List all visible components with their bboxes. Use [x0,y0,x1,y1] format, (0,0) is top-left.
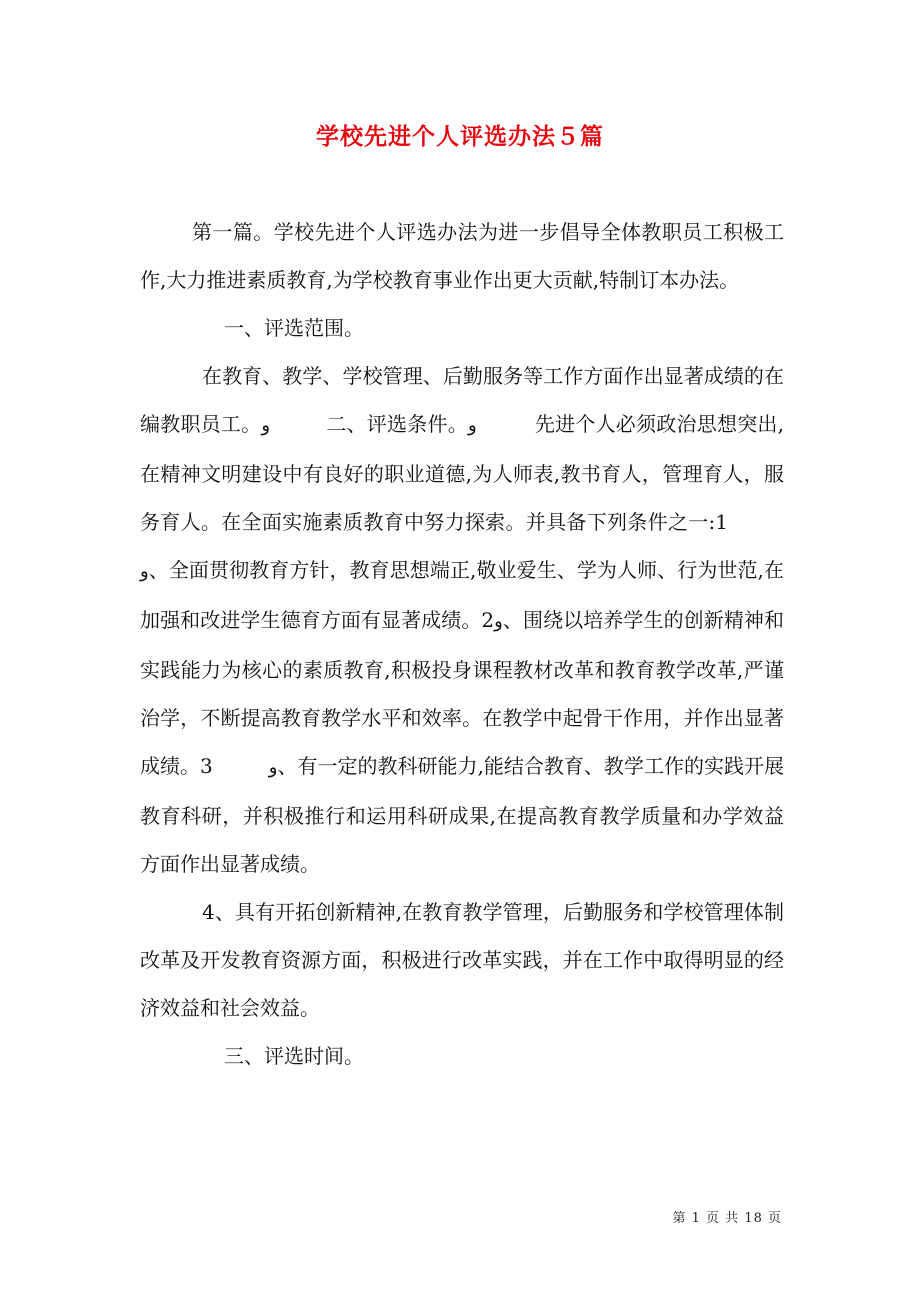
condition-2-text: 2、围绕以培养学生的创新精神和实践能力为核心的素质教育,积极投身课程教材改革和教育教学改革,严谨治学，不断提高教育教学水平和效率。在教学中起骨干作用，并作出显著成绩。3 [140,608,785,778]
section-heading-scope: 一、评选范围。 [224,316,364,340]
conditions-text: 先进个人必须政治思想突出,在精神文明建设中有良好的职业道德,为人师表,教书育人，管理育人，服务育人。在全面实施素质教育中努力探索。并具备下列条件之一:1 [140,412,785,534]
section-heading-time: 三、评选时间。 [224,1044,364,1068]
paragraph-condition-4: 4、具有开拓创新精神,在教育教学管理，后勤服务和学校管理体制改革及开发教育资源方面，积极进行改革实践，并在工作中取得明显的经济效益和社会效益。 [140,900,784,1020]
stray-mark: و [140,561,149,582]
page-number-footer: 第 1 页 共 18 页 [672,1211,782,1226]
condition-1-text: 、全面贯彻教育方针，教育思想端正,敬业爱生、学为人师、行为世范,在加强和改进学生德育方面有显著成绩。 [140,558,784,632]
document-body [140,208,784,1080]
document-title: 学校先进个人评选办法５篇 [316,124,604,150]
stray-mark: و [261,415,271,436]
stray-mark: و [494,611,503,632]
stray-mark: و [467,415,477,436]
stray-mark: و [268,757,278,778]
paragraph-intro: 第一篇。学校先进个人评选办法为进一步倡导全体教职员工积极工作,大力推进素质教育,为学校教育事业作出更大贡献,特制订本办法。 [140,220,784,292]
condition-3-text: 、有一定的教科研能力,能结合教育、教学工作的实践开展教育科研，并积极推行和运用科研成果,在提高教育教学质量和办学效益方面作出显著成绩。 [140,754,784,876]
section-heading-conditions: 二、评选条件。 [326,412,468,436]
paragraph-criteria [140,352,784,888]
scope-text: 在教育、教学、学校管理、后勤服务等工作方面作出显著成绩的在编教职员工。 [140,364,784,436]
